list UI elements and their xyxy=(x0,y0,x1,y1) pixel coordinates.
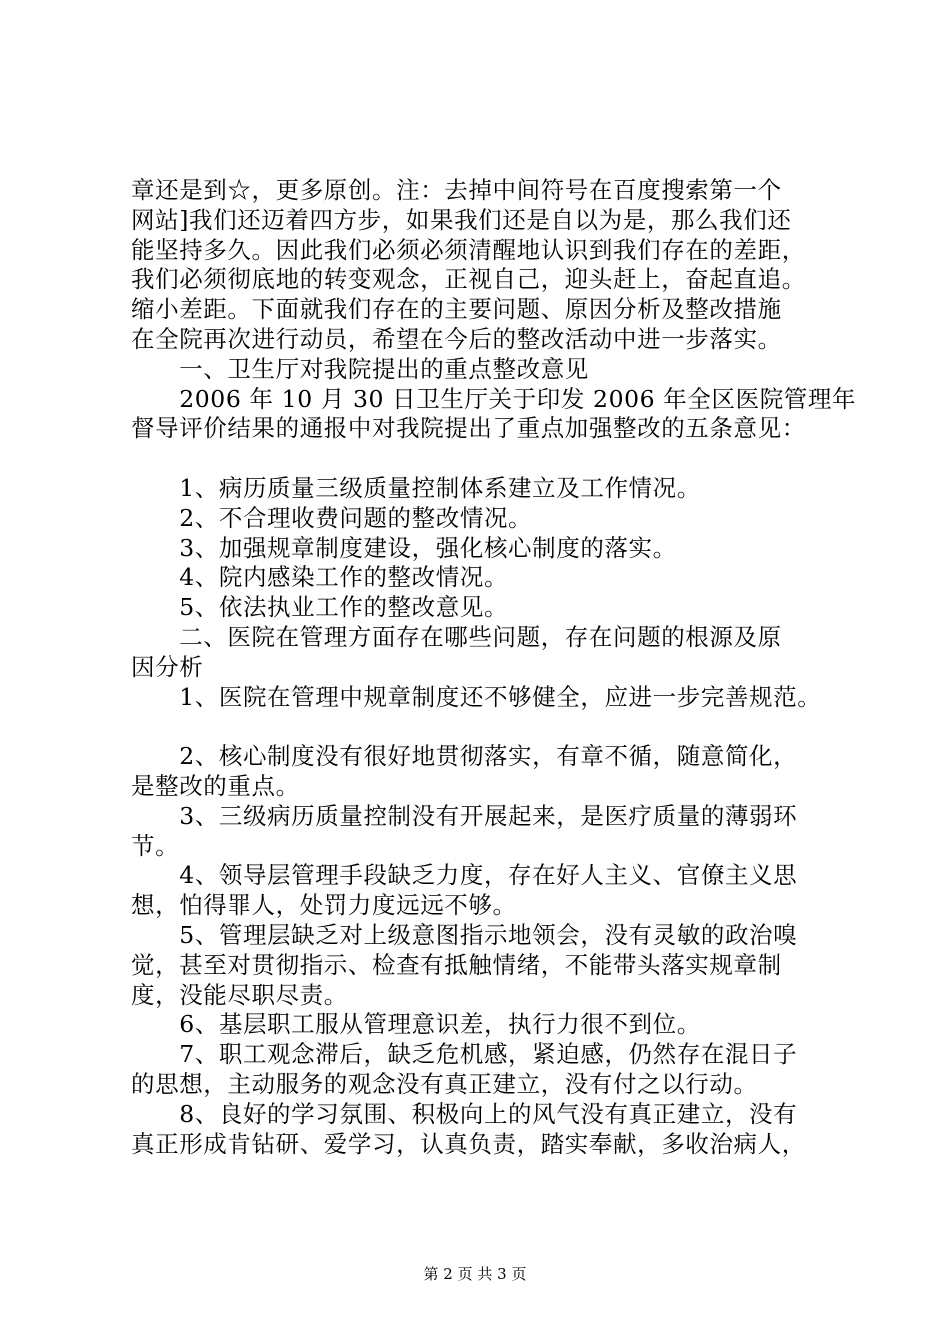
text-line: 2006 年 10 月 30 日卫生厅关于印发 2006 年全区医院管理年 xyxy=(131,384,857,413)
text-line: 缩小差距。下面就我们存在的主要问题、原因分析及整改措施 xyxy=(131,295,782,324)
text-line: 章还是到☆，更多原创。注：去掉中间符号在百度搜索第一个 xyxy=(131,176,782,204)
text-line: 1、病历质量三级质量控制体系建立及工作情况。 xyxy=(131,473,701,502)
page-footer: 第 2 页 共 3 页 xyxy=(423,1265,527,1283)
text-line: 度，没能尽职尽责。 xyxy=(131,980,348,1009)
text-line: 2、核心制度没有很好地贯彻落实，有章不循，随意简化， xyxy=(131,742,798,771)
text-line: 4、领导层管理手段缺乏力度，存在好人主义、官僚主义思 xyxy=(131,861,798,890)
text-line: 二、医院在管理方面存在哪些问题，存在问题的根源及原 xyxy=(131,622,782,651)
text-line: 因分析 xyxy=(131,652,204,681)
text-line: 5、依法执业工作的整改意见。 xyxy=(131,593,509,622)
text-line: 真正形成肯钻研、爱学习，认真负责，踏实奉献，多收治病人， xyxy=(131,1129,806,1158)
text-line: 督导评价结果的通报中对我院提出了重点加强整改的五条意见： xyxy=(131,414,806,443)
text-line: 2、不合理收费问题的整改情况。 xyxy=(131,503,533,532)
text-line: 8、良好的学习氛围、积极向上的风气没有真正建立，没有 xyxy=(131,1099,798,1128)
text-line: 一、卫生厅对我院提出的重点整改意见 xyxy=(131,354,589,383)
text-line: 节。 xyxy=(131,831,180,860)
text-line: 能坚持多久。因此我们必须必须清醒地认识到我们存在的差距， xyxy=(131,235,806,264)
text-line: 觉，甚至对贯彻指示、检查有抵触情绪，不能带头落实规章制 xyxy=(131,950,782,979)
document-body xyxy=(131,176,857,1159)
blank-line xyxy=(131,444,851,474)
text-line: 6、基层职工服从管理意识差，执行力很不到位。 xyxy=(131,1010,701,1039)
text-line: 的思想，主动服务的观念没有真正建立，没有付之以行动。 xyxy=(131,1069,758,1098)
text-line: 网站]我们还迈着四方步，如果我们还是自以为是，那么我们还 xyxy=(131,205,792,234)
text-line: 是整改的重点。 xyxy=(131,771,300,800)
text-line: 3、三级病历质量控制没有开展起来，是医疗质量的薄弱环 xyxy=(131,801,798,830)
text-line: 在全院再次进行动员，希望在今后的整改活动中进一步落实。 xyxy=(131,324,782,353)
blank-line xyxy=(131,712,851,742)
text-line: 7、职工观念滞后，缺乏危机感，紧迫感，仍然存在混日子 xyxy=(131,1040,798,1069)
text-line: 想，怕得罪人，处罚力度远远不够。 xyxy=(131,891,517,920)
text-line: 我们必须彻底地的转变观念，正视自己，迎头赶上，奋起直追。 xyxy=(131,265,806,294)
text-line: 5、管理层缺乏对上级意图指示地领会，没有灵敏的政治嗅 xyxy=(131,920,798,949)
text-line: 1、医院在管理中规章制度还不够健全，应进一步完善规范。 xyxy=(131,682,822,711)
text-line: 4、院内感染工作的整改情况。 xyxy=(131,563,509,592)
text-line: 3、加强规章制度建设，强化核心制度的落实。 xyxy=(131,533,677,562)
